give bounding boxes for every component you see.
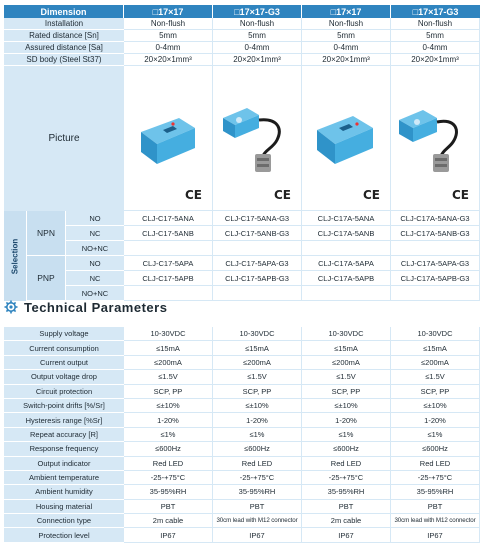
spec-value: Non-flush (391, 18, 480, 30)
parameter-label: Ambient humidity (4, 485, 124, 499)
spec-value: 20×20×1mm³ (302, 54, 391, 66)
model-code: CLJ-C17-5ANB (124, 226, 213, 241)
model-code: CLJ-C17A-5ANA-G3 (391, 211, 480, 226)
spec-label: SD body (Steel St37) (4, 54, 124, 66)
parameter-value: ≤1% (213, 428, 302, 442)
model-code (391, 286, 480, 301)
parameter-label: Current consumption (4, 341, 124, 355)
parameter-value: 10-30VDC (302, 327, 391, 341)
parameter-value: -25-+75°C (213, 471, 302, 485)
parameter-value: PBT (302, 500, 391, 514)
parameter-value: 2m cable (302, 514, 391, 528)
spec-row (4, 54, 480, 66)
parameter-value: SCP, PP (391, 385, 480, 399)
parameter-value: 10-30VDC (391, 327, 480, 341)
parameter-row (4, 528, 480, 542)
spec-value: 5mm (302, 30, 391, 42)
model-code: CLJ-C17A-5ANB-G3 (391, 226, 480, 241)
parameter-value: 35-95%RH (124, 485, 213, 499)
model-code (213, 286, 302, 301)
selection-row (66, 211, 480, 226)
parameter-value: ≤600Hz (124, 442, 213, 456)
parameter-value: ≤±10% (213, 399, 302, 413)
parameter-value: IP67 (213, 528, 302, 542)
parameter-value: ≤200mA (213, 356, 302, 370)
parameter-value: ≤1.5V (302, 370, 391, 384)
parameter-value: IP67 (124, 528, 213, 542)
parameter-label: Ambient temperature (4, 471, 124, 485)
technical-parameters-table (4, 327, 480, 543)
model-code: CLJ-C17A-5APA (302, 256, 391, 271)
technical-parameters-heading (4, 298, 167, 316)
parameter-value: ≤1.5V (124, 370, 213, 384)
parameter-row (4, 327, 480, 341)
product-image-cell (213, 66, 302, 211)
parameter-label: Protection level (4, 528, 124, 542)
selection-row (66, 226, 480, 241)
parameter-value: ≤1% (391, 428, 480, 442)
parameter-row (4, 500, 480, 514)
parameter-value: 2m cable (124, 514, 213, 528)
ce-mark: CE (273, 188, 291, 202)
parameter-row (4, 471, 480, 485)
output-type-column (27, 211, 66, 301)
model-code: CLJ-C17-5APA (124, 256, 213, 271)
contact-kind: NO+NC (66, 286, 124, 301)
parameter-label: Circuit protection (4, 385, 124, 399)
sensor-with-connector-image (395, 98, 475, 178)
ce-mark: CE (362, 188, 380, 202)
parameter-value: 1-20% (124, 413, 213, 427)
parameter-value: ≤600Hz (213, 442, 302, 456)
parameter-row (4, 457, 480, 471)
parameter-value: 10-30VDC (124, 327, 213, 341)
parameter-value: ≤1.5V (391, 370, 480, 384)
model-code: CLJ-C17A-5ANA (302, 211, 391, 226)
parameter-label: Output indicator (4, 457, 124, 471)
parameter-value: ≤200mA (391, 356, 480, 370)
selection-row (66, 271, 480, 286)
product-image-cell (124, 66, 213, 211)
parameter-value: 35-95%RH (391, 485, 480, 499)
selection-rows (66, 211, 480, 301)
parameter-value: ≤±10% (391, 399, 480, 413)
parameter-value: ≤±10% (124, 399, 213, 413)
picture-label: Picture (4, 66, 124, 211)
parameter-label: Hysteresis range [%Sr] (4, 413, 124, 427)
contact-kind: NC (66, 271, 124, 286)
spec-label: Rated distance [Sn] (4, 30, 124, 42)
model-code (391, 241, 480, 256)
contact-kind: NC (66, 226, 124, 241)
parameter-value: Red LED (213, 457, 302, 471)
model-code: CLJ-C17-5ANB-G3 (213, 226, 302, 241)
parameter-value: 1-20% (302, 413, 391, 427)
model-code: CLJ-C17A-5APA-G3 (391, 256, 480, 271)
parameter-value: ≤200mA (124, 356, 213, 370)
parameter-value: IP67 (302, 528, 391, 542)
output-type-npn: NPN (27, 211, 66, 256)
parameter-value: 1-20% (391, 413, 480, 427)
product-image-cell (302, 66, 391, 211)
selection-label: Selection (10, 238, 20, 274)
model-code: CLJ-C17-5ANA-G3 (213, 211, 302, 226)
parameter-row (4, 385, 480, 399)
parameter-row (4, 370, 480, 384)
parameter-value: Red LED (124, 457, 213, 471)
model-header: □17×17-G3 (213, 5, 302, 18)
model-header: □17×17 (302, 5, 391, 18)
spec-value: 5mm (124, 30, 213, 42)
selection-row (66, 241, 480, 256)
parameter-value: 35-95%RH (213, 485, 302, 499)
parameter-value: PBT (391, 500, 480, 514)
parameter-value: ≤15mA (391, 341, 480, 355)
parameter-row (4, 442, 480, 456)
model-code (302, 286, 391, 301)
parameter-value: ≤1.5V (213, 370, 302, 384)
contact-kind: NO (66, 211, 124, 226)
selection-block (4, 211, 480, 301)
spec-label: Assured distance [Sa] (4, 42, 124, 54)
spec-value: 0-4mm (302, 42, 391, 54)
spec-value: 0-4mm (391, 42, 480, 54)
parameter-value: ≤15mA (302, 341, 391, 355)
output-type-pnp: PNP (27, 256, 66, 301)
parameter-value: ≤15mA (213, 341, 302, 355)
model-code: CLJ-C17-5APA-G3 (213, 256, 302, 271)
parameter-label: Supply voltage (4, 327, 124, 341)
parameter-value: 30cm lead with M12 connector (213, 514, 302, 528)
spec-value: 20×20×1mm³ (124, 54, 213, 66)
parameter-label: Current output (4, 356, 124, 370)
parameter-value: ≤±10% (302, 399, 391, 413)
parameter-label: Repeat accuracy [R] (4, 428, 124, 442)
table-header-row (4, 5, 480, 18)
product-image-cell (391, 66, 480, 211)
parameter-label: Housing material (4, 500, 124, 514)
selection-table (4, 5, 480, 298)
parameter-value: -25-+75°C (124, 471, 213, 485)
parameter-value: PBT (124, 500, 213, 514)
parameter-value: ≤1% (302, 428, 391, 442)
parameter-value: ≤200mA (302, 356, 391, 370)
ce-mark: CE (451, 188, 469, 202)
model-code: CLJ-C17-5ANA (124, 211, 213, 226)
parameter-value: ≤1% (124, 428, 213, 442)
parameter-value: Red LED (391, 457, 480, 471)
spec-value: 0-4mm (213, 42, 302, 54)
parameter-value: IP67 (391, 528, 480, 542)
section-title: Technical Parameters (24, 299, 168, 315)
parameter-row (4, 514, 480, 528)
parameter-label: Connection type (4, 514, 124, 528)
parameter-value: PBT (213, 500, 302, 514)
spec-value: Non-flush (302, 18, 391, 30)
parameter-value: Red LED (302, 457, 391, 471)
spec-value: 5mm (213, 30, 302, 42)
parameter-row (4, 485, 480, 499)
parameter-value: SCP, PP (213, 385, 302, 399)
model-code: CLJ-C17A-5APB (302, 271, 391, 286)
parameter-label: Switch-point drifts [%/Sr] (4, 399, 124, 413)
picture-row (4, 66, 480, 211)
ce-mark: CE (184, 188, 202, 202)
parameter-value: SCP, PP (124, 385, 213, 399)
selection-label-cell (4, 211, 27, 301)
parameter-value: 35-95%RH (302, 485, 391, 499)
parameter-value: 30cm lead with M12 connector (391, 514, 480, 528)
parameter-value: 1-20% (213, 413, 302, 427)
parameter-label: Output voltage drop (4, 370, 124, 384)
model-code: CLJ-C17-5APB-G3 (213, 271, 302, 286)
parameter-value: -25-+75°C (391, 471, 480, 485)
model-header: □17×17-G3 (391, 5, 480, 18)
parameter-value: ≤600Hz (302, 442, 391, 456)
model-code (302, 241, 391, 256)
sensor-with-connector-image (217, 98, 297, 178)
parameter-value: -25-+75°C (302, 471, 391, 485)
spec-value: 0-4mm (124, 42, 213, 54)
model-header: □17×17 (124, 5, 213, 18)
parameter-row (4, 341, 480, 355)
sensor-block-image (311, 108, 381, 168)
parameter-value: ≤15mA (124, 341, 213, 355)
model-code (124, 241, 213, 256)
gear-icon (4, 300, 18, 314)
spec-label: Installation (4, 18, 124, 30)
model-code: CLJ-C17A-5ANB (302, 226, 391, 241)
contact-kind: NO (66, 256, 124, 271)
parameter-value: ≤600Hz (391, 442, 480, 456)
spec-value: Non-flush (124, 18, 213, 30)
model-code (213, 241, 302, 256)
spec-value: 20×20×1mm³ (391, 54, 480, 66)
dimension-header: Dimension (4, 5, 124, 18)
parameter-row (4, 428, 480, 442)
contact-kind: NO+NC (66, 241, 124, 256)
parameter-value: 10-30VDC (213, 327, 302, 341)
parameter-row (4, 356, 480, 370)
parameter-row (4, 413, 480, 427)
spec-value: 20×20×1mm³ (213, 54, 302, 66)
spec-row (4, 18, 480, 30)
spec-row (4, 30, 480, 42)
parameter-row (4, 399, 480, 413)
model-code: CLJ-C17A-5APB-G3 (391, 271, 480, 286)
selection-row (66, 256, 480, 271)
spec-value: Non-flush (213, 18, 302, 30)
sensor-block-image (133, 108, 203, 168)
parameter-value: SCP, PP (302, 385, 391, 399)
parameter-label: Response frequency (4, 442, 124, 456)
model-code: CLJ-C17-5APB (124, 271, 213, 286)
spec-value: 5mm (391, 30, 480, 42)
spec-row (4, 42, 480, 54)
